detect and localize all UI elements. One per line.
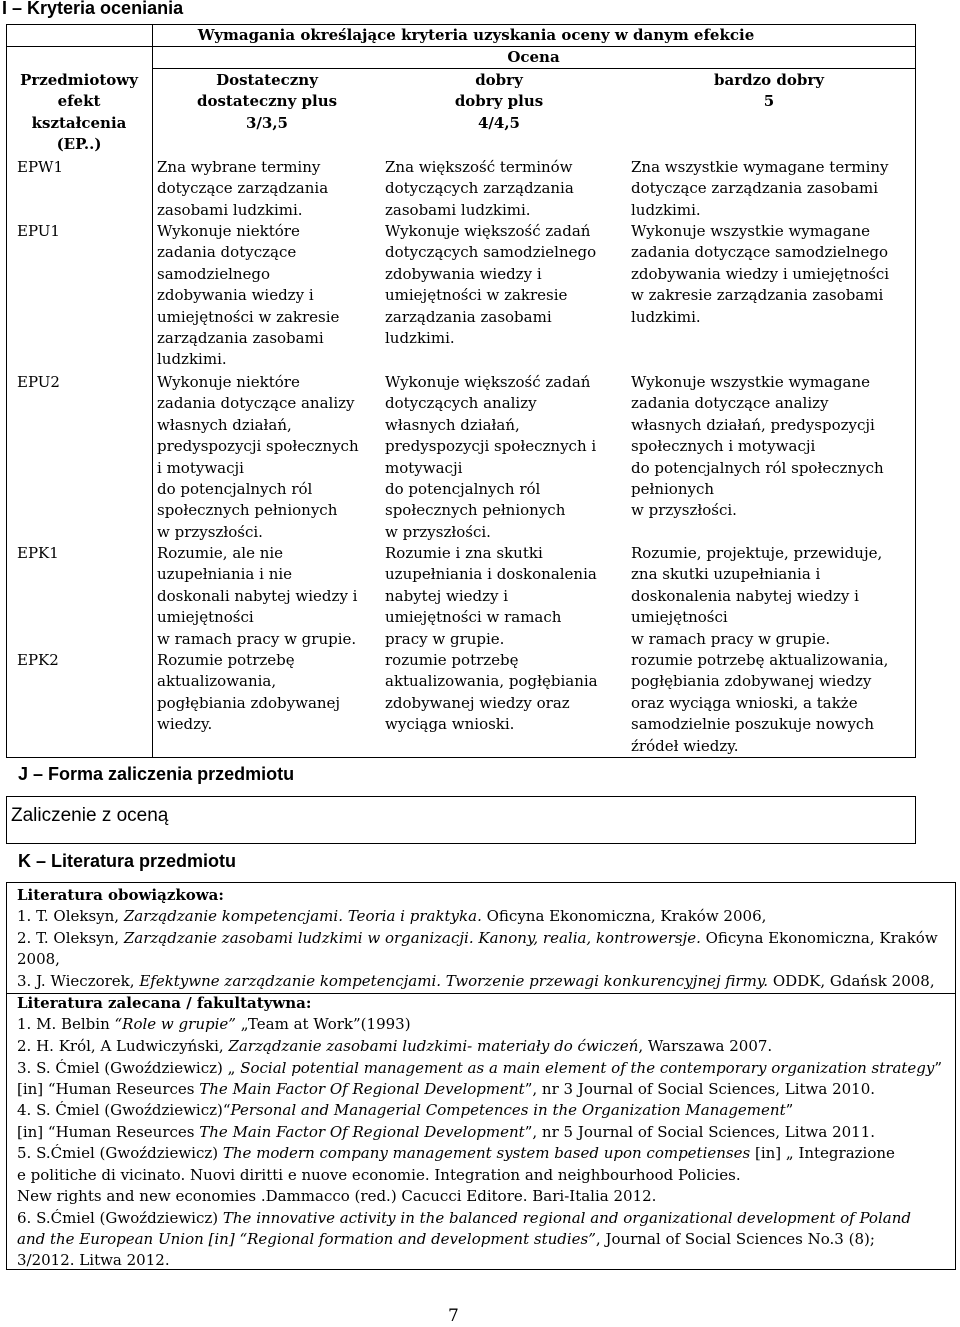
literature-item: 3. J. Wieczorek, Efektywne zarządzanie kompetencjami. Tworzenie przewagi konkurencyjnej firmy. ODDK, Gdańsk 2008, [17,972,935,990]
cell-dostateczny: Wykonuje niektóre zadania dotyczące analizy własnych działań, predyspozycji społecznych i motywacji do potencjalnych ról społecznych pełnionych w przyszłości. [157,373,359,541]
literature-item: 6. S.Ćmiel (Gwoździewicz) The innovative activity in the balanced regional and organizational development of Poland [17,1209,911,1227]
row-code: EPU2 [17,373,60,391]
literature-box [6,882,956,1270]
assessment-form: Zaliczenie z oceną [11,805,169,826]
row-code: EPW1 [17,158,64,176]
col-header-dobry: dobry dobry plus 4/4,5 [454,71,544,132]
cell-dostateczny: Zna wybrane terminy dotyczące zarządzania zasobami ludzkimi. [157,158,329,219]
literature-item: 4. S. Ćmiel (Gwoździewicz)“Personal and Managerial Competences in the Organization Management” [17,1101,794,1119]
literature-item: New rights and new economies .Dammacco (red.) Cacucci Editore. Bari-Italia 2012. [17,1187,657,1205]
literature-item: 2. T. Oleksyn, Zarządzanie zasobami ludzkimi w organizacji. Kanony, realia, kontrowersje. Oficyna Ekonomiczna, Kraków [17,929,938,947]
literature-item: [in] “Human Reseurces The Main Factor Of Regional Development”, nr 3 Journal of Social Sciences, Litwa 2010. [17,1080,876,1098]
literature-item: 2. H. Król, A Ludwiczyński, Zarządzanie zasobami ludzkimi- materiały do ćwiczeń, Warszawa 2007. [17,1037,773,1055]
row-code: EPU1 [17,222,60,240]
required-literature-label: Literatura obowiązkowa: [17,886,224,904]
cell-dobry: Wykonuje większość zadań dotyczących analizy własnych działań, predyspozycji społecznych i motywacji do potencjalnych ról społecznych pełnionych w przyszłości. [385,373,597,541]
literature-item: 1. M. Belbin “Role w grupie” „Team at Work”(1993) [17,1015,411,1033]
cell-dostateczny: Rozumie potrzebę aktualizowania, pogłębiania zdobywanej wiedzy. [157,651,341,734]
literature-item: and the European Union [in] “Regional formation and development studies”, Journal of Social Sciences No.3 (8); [17,1230,875,1248]
cell-dostateczny: Wykonuje niektóre zadania dotyczące samodzielnego zdobywania wiedzy i umiejętności w zakresie zarządzania zasobami ludzkimi. [157,222,340,369]
row-code: EPK2 [17,651,59,669]
assessment-box [6,796,916,844]
cell-bardzo-dobry: Rozumie, projektuje, przewiduje, zna skutki uzupełniania i doskonalenia nabytej wiedzy i umiejętności w ramach pracy w grupie. [631,544,883,648]
criteria-header: Wymagania określające kryteria uzyskania oceny w danym efekcie [7,25,915,47]
page-number: 7 [448,1306,459,1326]
cell-bardzo-dobry: Zna wszystkie wymagane terminy dotyczące zarządzania zasobami ludzkimi. [631,158,889,219]
literature-item: [in] “Human Reseurces The Main Factor Of Regional Development”, nr 5 Journal of Social Sciences, Litwa 2011. [17,1123,876,1141]
section-title-criteria: I – Kryteria oceniania [2,0,184,18]
cell-bardzo-dobry: Wykonuje wszystkie wymagane zadania dotyczące samodzielnego zdobywania wiedzy i umiejętności w zakresie zarządzania zasobami ludzkimi. [631,222,890,326]
section-title-assessment: J – Forma zaliczenia przedmiotu [18,764,295,784]
cell-bardzo-dobry: Wykonuje wszystkie wymagane zadania dotyczące analizy własnych działań, predyspozycji społecznych i motywacji do potencjalnych ról społecznych pełnionych w przyszłości. [631,373,884,520]
criteria-table [6,24,916,758]
literature-item: 1. T. Oleksyn, Zarządzanie kompetencjami. Teoria i praktyka. Oficyna Ekonomiczna, Kraków 2006, [17,907,767,925]
col-header-effect: Przedmiotowy efekt kształcenia (EP..) [20,71,138,154]
recommended-literature-label: Literatura zalecana / fakultatywna: [17,994,312,1012]
section-title-literature: K – Literatura przedmiotu [18,851,237,871]
col-header-bardzo-dobry: bardzo dobry 5 [714,71,824,111]
literature-item: 2008, [17,950,60,968]
literature-item: 5. S.Ćmiel (Gwoździewicz) The modern company management system based upon competienses [in] „ Integrazione [17,1144,895,1162]
literature-item: 3/2012. Litwa 2012. [17,1251,170,1269]
cell-bardzo-dobry: rozumie potrzebę aktualizowania, pogłębiania zdobywanej wiedzy oraz wyciąga wnioski, a także samodzielnie poszukuje nowych źródeł wiedzy. [631,651,889,755]
cell-dobry: Zna większość terminów dotyczących zarządzania zasobami ludzkimi. [385,158,574,219]
literature-item: 3. S. Ćmiel (Gwoździewicz) „ Social potential management as a main element of the contemporary organization strategy” [17,1059,943,1077]
cell-dobry: Wykonuje większość zadań dotyczących samodzielnego zdobywania wiedzy i umiejętności w zakresie zarządzania zasobami ludzkimi. [385,222,597,348]
row-code: EPK1 [17,544,59,562]
cell-dobry: rozumie potrzebę aktualizowania, pogłębiania zdobywanej wiedzy oraz wyciąga wnioski. [385,651,598,734]
col-header-dostateczny: Dostateczny dostateczny plus 3/3,5 [196,71,338,132]
cell-dostateczny: Rozumie, ale nie uzupełniania i nie doskonali nabytej wiedzy i umiejętności w ramach pracy w grupie. [157,544,358,648]
literature-item: e politiche di vicinato. Nuovi diritti e nuove economie. Integration and neighbourhood Policies. [17,1166,741,1184]
cell-dobry: Rozumie i zna skutki uzupełniania i doskonalenia nabytej wiedzy i umiejętności w ramach pracy w grupie. [385,544,597,648]
ocena-header: Ocena [152,47,915,69]
